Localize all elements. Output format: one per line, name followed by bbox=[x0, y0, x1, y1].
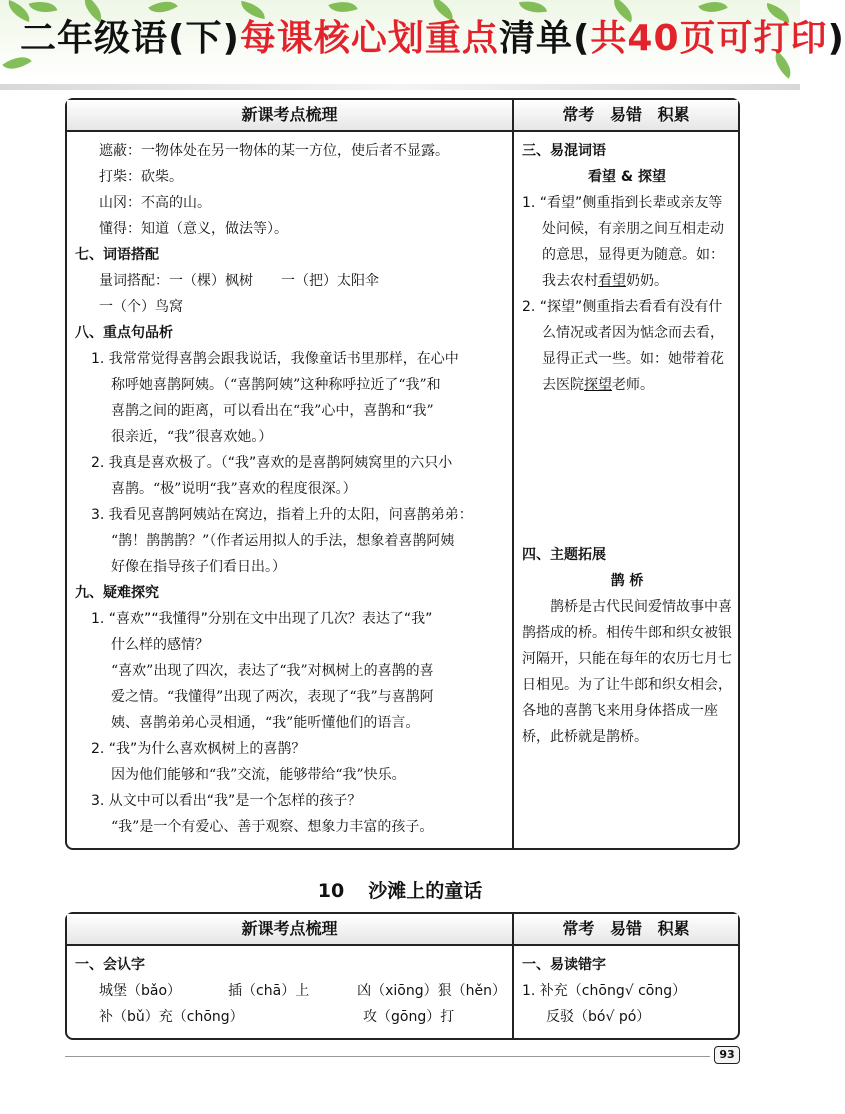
list-item: 称呼她喜鹊阿姨。（“喜鹊阿姨”这种称呼拉近了“我”和 bbox=[111, 377, 441, 393]
list-item: 懂得：知道（意义，做法等）。 bbox=[99, 221, 288, 237]
page-number: 93 bbox=[714, 1046, 740, 1064]
section-heading: 一、会认字 bbox=[75, 957, 145, 973]
list-item: 姨、喜鹊弟弟心灵相通，“我”能听懂他们的语言。 bbox=[111, 715, 420, 731]
list-item: 什么样的感情？ bbox=[111, 637, 209, 653]
list-item: 1. 我常常觉得喜鹊会跟我说话，我像童话书里那样，在心中 bbox=[91, 351, 459, 367]
list-item: 3. 从文中可以看出“我”是一个怎样的孩子？ bbox=[91, 793, 362, 809]
header-right: 常考 易错 积累 bbox=[562, 105, 690, 124]
list-item: 遮蔽：一物体处在另一物体的某一方位，使后者不显露。 bbox=[99, 143, 449, 159]
section-heading: 七、词语搭配 bbox=[75, 247, 159, 263]
footer-divider bbox=[65, 1056, 710, 1057]
header-left: 新课考点梳理 bbox=[67, 100, 514, 130]
section-heading: 八、重点句品析 bbox=[75, 325, 173, 341]
list-item: 量词搭配：一（棵）枫树 一（把）太阳伞 bbox=[99, 273, 379, 289]
list-item: 因为他们能够和“我”交流，能够带给“我”快乐。 bbox=[111, 767, 406, 783]
section-heading: 三、易混词语 bbox=[522, 143, 606, 159]
lesson-title: 10 沙滩上的童话 bbox=[317, 880, 483, 902]
list-item: “喜欢”出现了四次，表达了“我”对枫树上的喜鹊的喜 bbox=[111, 663, 434, 679]
list-item: 山冈：不高的山。 bbox=[99, 195, 211, 211]
list-item: 反驳（bó√ pó） bbox=[546, 1009, 651, 1025]
banner-divider bbox=[0, 84, 800, 90]
header-left: 新课考点梳理 bbox=[67, 914, 514, 944]
table-header bbox=[67, 100, 738, 132]
notes-table-2 bbox=[65, 912, 740, 1040]
subheading: 看望 & 探望 bbox=[588, 169, 666, 185]
pinyin-row bbox=[75, 1004, 506, 1030]
list-item: 2. “探望”侧重指去看看有没有什么情况或者因为惦念而去看，显得正式一些。如：她带着花去医院探望老师。 bbox=[522, 299, 724, 393]
header-right: 常考 易错 积累 bbox=[562, 919, 690, 938]
title-banner bbox=[0, 0, 845, 78]
list-item: 很亲近，“我”很喜欢她。） bbox=[111, 429, 273, 445]
list-item: 2. “我”为什么喜欢枫树上的喜鹊？ bbox=[91, 741, 306, 757]
list-item: 1. 补充（chōng√ cōng） bbox=[522, 983, 687, 999]
list-item: 2. 我真是喜欢极了。（“我”喜欢的是喜鹊阿姨窝里的六只小 bbox=[91, 455, 453, 471]
section-heading: 九、疑难探究 bbox=[75, 585, 159, 601]
list-item: 打柴：砍柴。 bbox=[99, 169, 183, 185]
right-column bbox=[514, 132, 738, 850]
page-title: 二年级语(下)每课核心划重点清单(共40页可打印) bbox=[20, 18, 845, 59]
story-paragraph: 鹊桥是古代民间爱情故事中喜鹊搭成的桥。相传牛郎和织女被银河隔开，只能在每年的农历七月七日相见。为了让牛郎和织女相会，各地的喜鹊飞来用身体搭成一座桥，此桥就是鹊桥。 bbox=[522, 599, 732, 745]
notes-table-1 bbox=[65, 98, 740, 850]
list-item: 1. “喜欢”“我懂得”分别在文中出现了几次？表达了“我” bbox=[91, 611, 433, 627]
left-column bbox=[67, 946, 514, 1040]
list-item: 爱之情。“我懂得”出现了两次，表现了“我”与喜鹊阿 bbox=[111, 689, 434, 705]
list-item: 好像在指导孩子们看日出。） bbox=[111, 559, 286, 575]
list-item: “我”是一个有爱心、善于观察、想象力丰富的孩子。 bbox=[111, 819, 434, 835]
list-item: “鹊！鹊鹊鹊？”（作者运用拟人的手法，想象着喜鹊阿姨 bbox=[111, 533, 455, 549]
table-header bbox=[67, 914, 738, 946]
list-item: 城堡（bǎo） bbox=[99, 983, 182, 999]
list-item: 补（bǔ）充（chōng） bbox=[99, 1009, 244, 1025]
subheading: 鹊 桥 bbox=[610, 573, 644, 589]
list-item: 喜鹊。“极”说明“我”喜欢的程度很深。） bbox=[111, 481, 357, 497]
list-item: 插（chā）上 bbox=[228, 983, 310, 999]
right-column bbox=[514, 946, 738, 1040]
list-item: 凶（xiōng）狠（hěn） bbox=[357, 983, 506, 999]
left-column bbox=[67, 132, 514, 850]
list-item: 3. 我看见喜鹊阿姨站在窝边，指着上升的太阳，问喜鹊弟弟： bbox=[91, 507, 473, 523]
pinyin-row bbox=[75, 978, 506, 1004]
section-heading: 一、易读错字 bbox=[522, 957, 606, 973]
section-heading: 四、主题拓展 bbox=[522, 547, 606, 563]
list-item: 攻（gōng）打 bbox=[363, 1009, 455, 1025]
list-item: 一（个）鸟窝 bbox=[99, 299, 183, 315]
list-item: 1. “看望”侧重指到长辈或亲友等处问候，有亲朋之间互相走动的意思，显得更为随意。如：我去农村看望奶奶。 bbox=[522, 195, 724, 289]
list-item: 喜鹊之间的距离，可以看出在“我”心中，喜鹊和“我” bbox=[111, 403, 434, 419]
